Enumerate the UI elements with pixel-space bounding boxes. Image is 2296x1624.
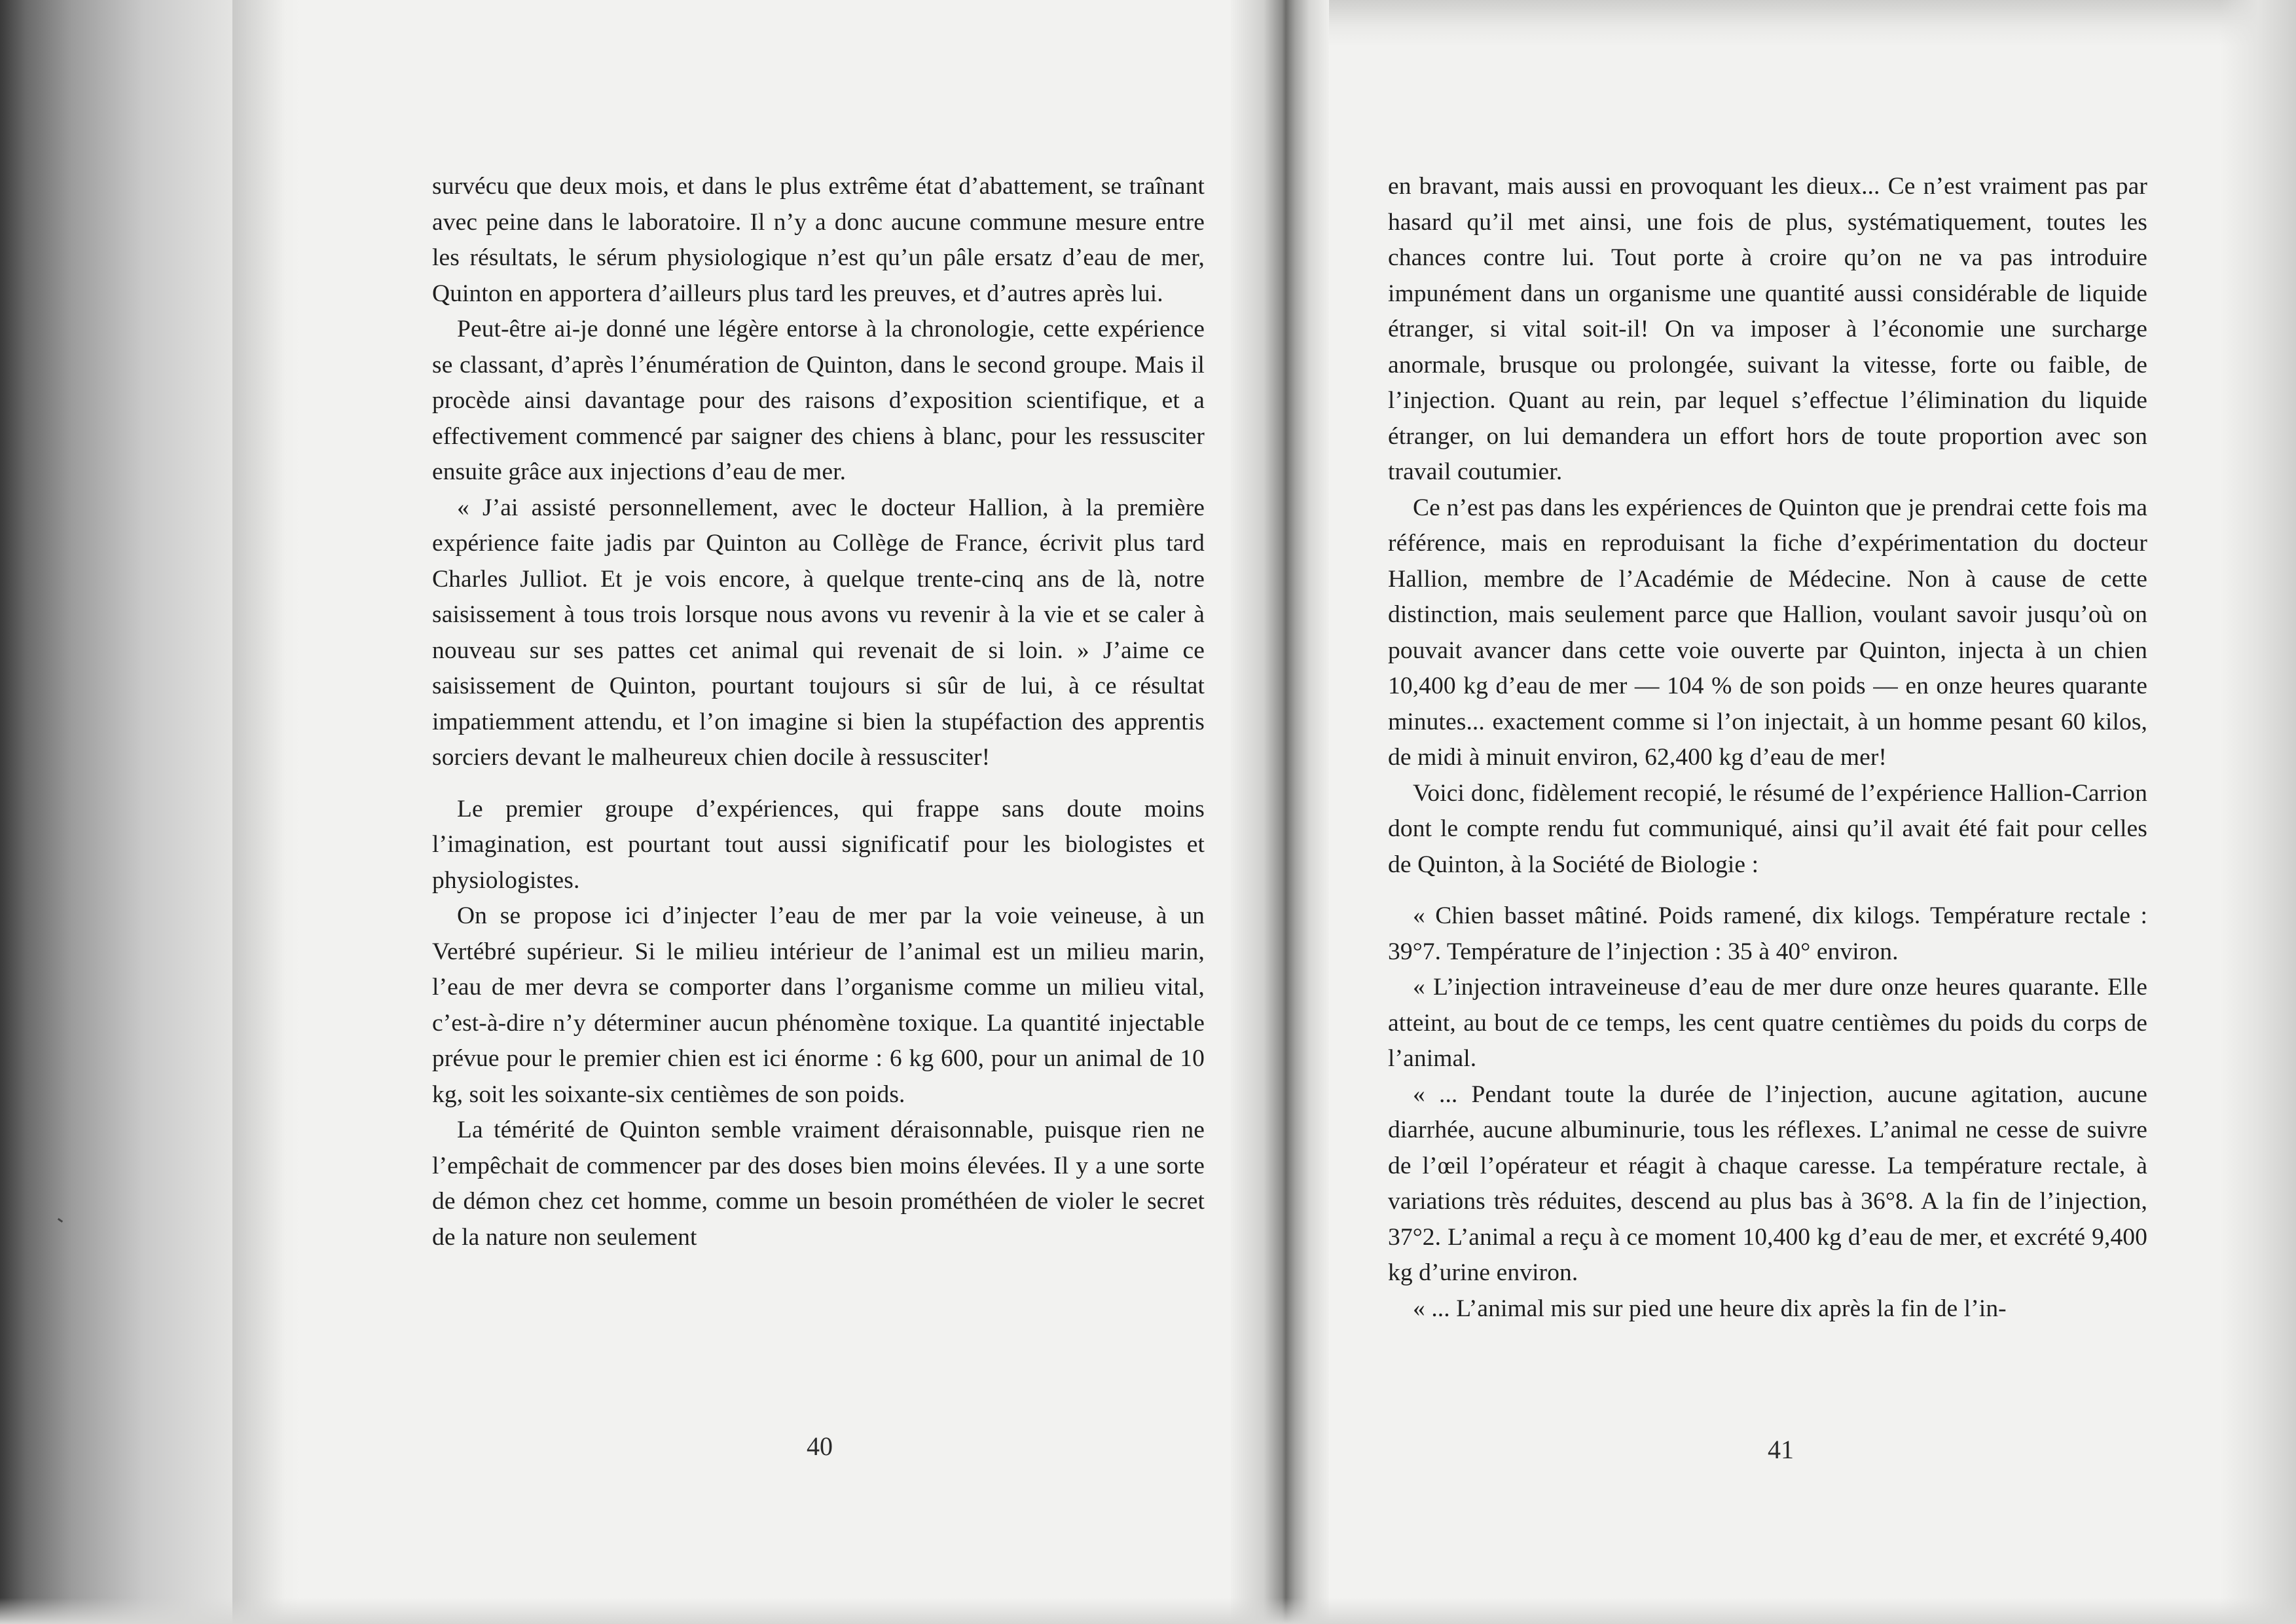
quote-paragraph: « Chien basset mâtiné. Poids ramené, dix kilogs. Température rectale : 39°7. Température de l’injection : 35 à 40° environ. <box>1388 902 2147 965</box>
quote-paragraph: « ... L’animal mis sur pied une heure dix après la fin de l’in- <box>1413 1295 2007 1322</box>
right-page <box>1388 169 2147 1327</box>
page-number: 40 <box>807 1431 833 1461</box>
left-page <box>432 169 1205 1255</box>
bottom-page-edge <box>0 1598 2296 1624</box>
quote-paragraph: « ... Pendant toute la durée de l’injection, aucune agitation, aucune diarrhée, aucune albuminurie, tous les réflexes. L’animal ne cesse de suivre de l’œil l’opérateur et réagit à chaque caresse. La température rectale, à variations très réduites, descend au plus bas à 36°8. A la fin de l’injection, 37°2. L’animal a reçu à ce moment 10,400 kg d’eau de mer, et excrété 9,400 kg d’urine environ. <box>1388 1080 2147 1286</box>
quote-paragraph: « L’injection intraveineuse d’eau de mer dure onze heures quarante. Elle atteint, au bout de ce temps, les cent quatre centièmes du poids du corps de l’animal. <box>1388 974 2147 1072</box>
paragraph: Ce n’est pas dans les expériences de Quinton que je prendrai cette fois ma référence, mais en reproduisant la fiche d’expérimentation du docteur Hallion, membre de l’Académie de Médecine. Non à cause de cette distinction, mais seulement parce que Hallion, voulant savoir jusqu’où on pouvait avancer dans cette voie ouverte par Quinton, injecta à un chien 10,400 kg d’eau de mer — 104 % de son poids — en onze heures quarante minutes... exactement comme si l’on injectait, à un homme pesant 60 kilos, de midi à minuit environ, 62,400 kg d’eau de mer! <box>1388 494 2147 771</box>
left-page-edge <box>232 0 285 1624</box>
right-page-top-edge <box>1329 0 2296 46</box>
paragraph: On se propose ici d’injecter l’eau de mer par la voie veineuse, à un Vertébré supérieur. Si le milieu intérieur de l’animal est un milieu marin, l’eau de mer devra se comporter dans l’organisme comme un milieu vital, c’est-à-dire n’y déterminer aucun phénomène toxique. La quantité injectable prévue pour le premier chien est ici énorme : 6 kg 600, pour un animal de 10 kg, soit les soixante-six centièmes de son poids. <box>432 902 1205 1108</box>
paragraph: « J’ai assisté personnellement, avec le docteur Hallion, à la première expérience faite jadis par Quinton au Collège de France, écrivit plus tard Charles Julliot. Et je vois encore, à quelque trente-cinq ans de là, notre saisissement à tous trois lorsque nous avons vu revenir à la vie et se caler à nouveau sur ses pattes cet animal qui revenait de si loin. » J’aime ce saisissement de Quinton, pourtant toujours si sûr de lui, à ce résultat impatiemment attendu, et l’on imagine si bien la stupéfaction des apprentis sorciers devant le malheureux chien docile à ressusciter! <box>432 494 1205 771</box>
paragraph: survécu que deux mois, et dans le plus extrême état d’abattement, se traînant avec peine dans le laboratoire. Il n’y a donc aucune commune mesure entre les résultats, le sérum physiologique n’est qu’un pâle ersatz d’eau de mer, Quinton en apportera d’ailleurs plus tard les preuves, et d’autres après lui. <box>432 173 1205 307</box>
paragraph: Peut-être ai-je donné une légère entorse à la chronologie, cette expérience se classant, d’après l’énumération de Quinton, dans le second groupe. Mais il procède ainsi davantage pour des raisons d’exposition scientifique, et a effectivement commencé par saigner des chiens à blanc, pour les ressusciter ensuite grâce aux injections d’eau de mer. <box>432 316 1205 485</box>
paragraph: Voici donc, fidèlement recopié, le résumé de l’expérience Hallion-Carrion dont le compte rendu fut communiqué, ainsi qu’il avait été fait pour celles de Quinton, à la Société de Biologie : <box>1388 779 2147 878</box>
center-gutter <box>1231 0 1329 1624</box>
paragraph: Le premier groupe d’expériences, qui frappe sans doute moins l’imagination, est pourtant tout aussi significatif pour les biologistes et physiologistes. <box>432 795 1205 894</box>
right-page-edge <box>2219 0 2296 1624</box>
page-number: 41 <box>1768 1435 1794 1464</box>
paragraph: en bravant, mais aussi en provoquant les dieux... Ce n’est vraiment pas par hasard qu’il met ainsi, une fois de plus, systématiquement, toutes les chances contre lui. Tout porte à croire qu’on ne va pas introduire impunément dans un organisme une quantité aussi considérable de liquide étranger, si vital soit-il! On va imposer à l’économie une surcharge anormale, brusque ou prolongée, suivant la vitesse, forte ou faible, de l’injection. Quant au rein, par lequel s’effectue l’élimination du liquide étranger, on lui demandera un effort hors de toute proportion avec son travail coutumier. <box>1388 173 2147 485</box>
paragraph: La témérité de Quinton semble vraiment déraisonnable, puisque rien ne l’empêchait de commencer par des doses bien moins élevées. Il y a une sorte de démon chez cet homme, comme un besoin prométhéen de violer le secret de la nature non seulement <box>432 1116 1205 1251</box>
